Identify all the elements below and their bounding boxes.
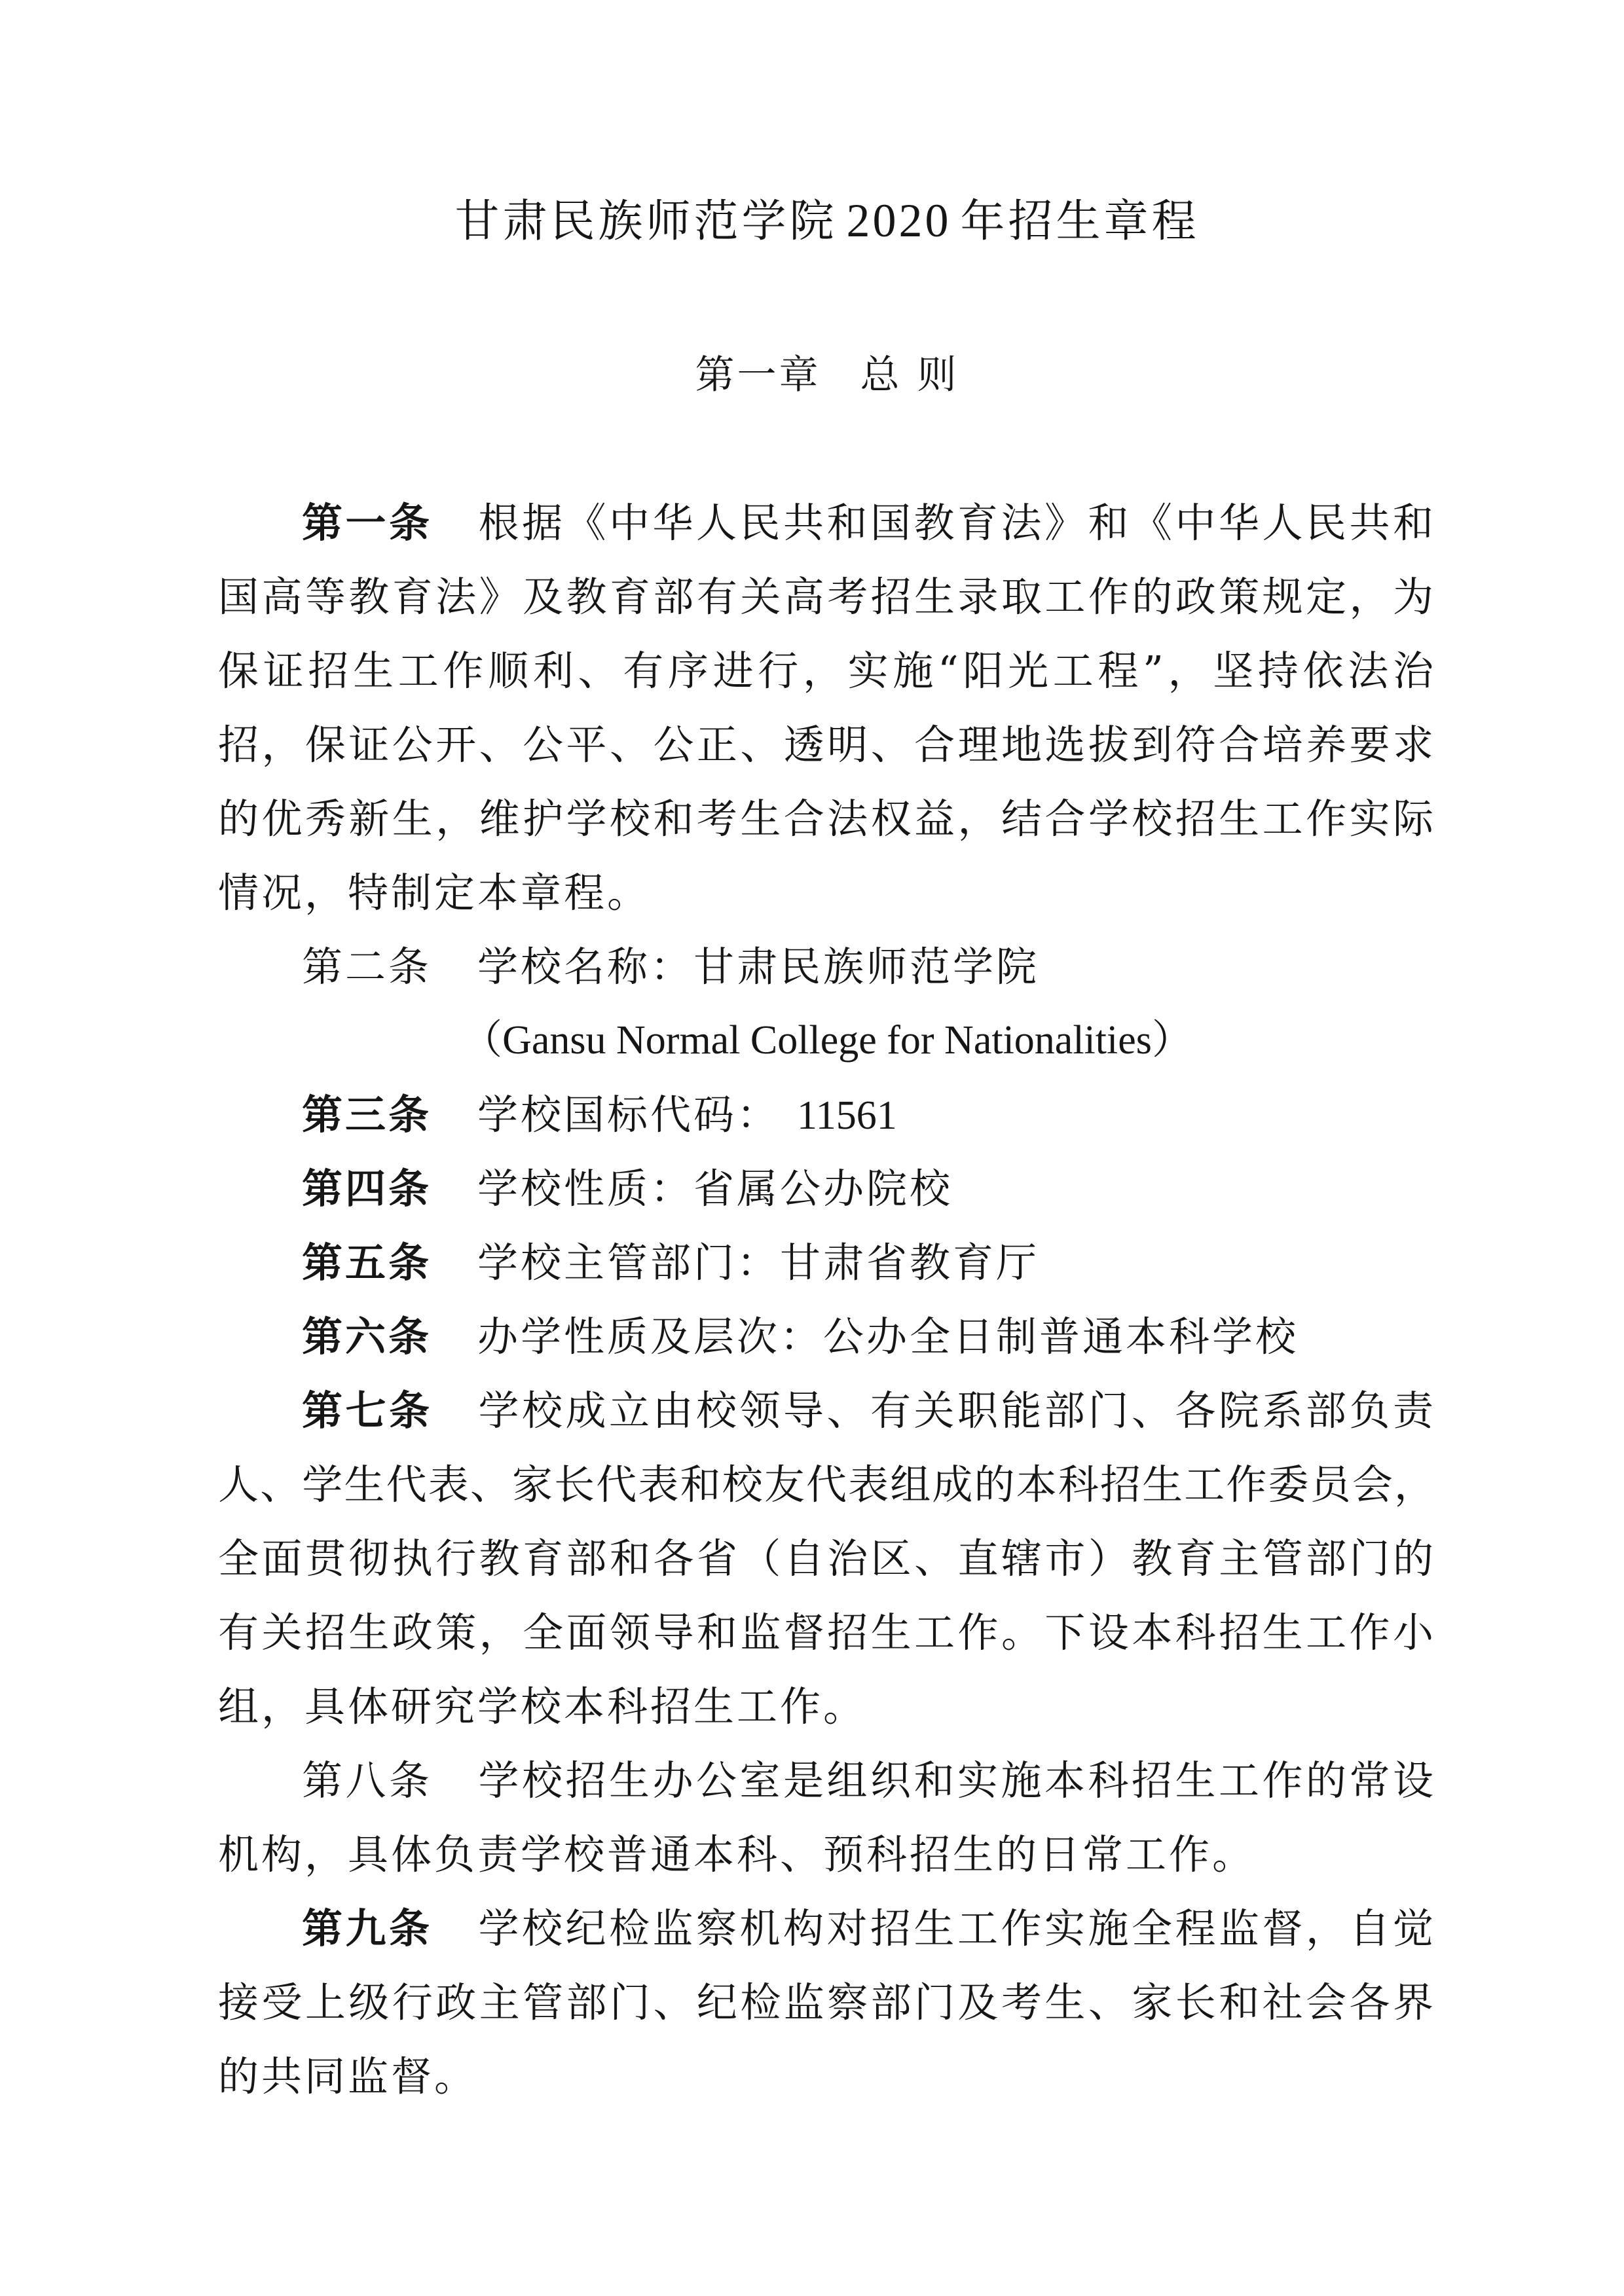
article-line: 保证招生工作顺利、有序进行，实施“阳光工程”，坚持依法治 xyxy=(218,647,1436,695)
article-text: 学校纪检监察机构对招生工作实施全程监督，自觉 xyxy=(478,1904,1436,1952)
article-line xyxy=(218,930,1436,1004)
article-line xyxy=(218,1078,1436,1152)
article-1 xyxy=(218,486,1436,930)
article-line: 接受上级行政主管部门、纪检监察部门及考生、家长和社会各界 xyxy=(218,1978,1436,2026)
field-label: 办学性质及层次： xyxy=(477,1313,824,1360)
article-line: 有关招生政策，全面领导和监督招生工作。下设本科招生工作小 xyxy=(218,1609,1436,1656)
school-nature-value: 省属公办院校 xyxy=(693,1165,953,1212)
article-label: 第七条 xyxy=(302,1387,433,1434)
title-school-name: 甘肃民族师范学院 xyxy=(454,196,838,247)
article-line xyxy=(218,1152,1436,1226)
article-line: 机构，具体负责学校普通本科、预科招生的日常工作。 xyxy=(218,1831,1256,1878)
article-line: 的共同监督。 xyxy=(218,2052,478,2100)
chapter-number: 第一章 xyxy=(695,352,821,398)
article-line xyxy=(218,1300,1436,1374)
school-english-name: （Gansu Normal College for Nationalities） xyxy=(462,1018,1192,1063)
field-label: 学校名称： xyxy=(477,943,694,991)
article-label: 第九条 xyxy=(302,1904,433,1952)
article-line: 的优秀新生，维护学校和考生合法权益，结合学校招生工作实际 xyxy=(218,795,1436,843)
article-label: 第二条 xyxy=(302,943,432,991)
school-code-value: 11561 xyxy=(797,1093,897,1138)
article-line: 招，保证公开、公平、公正、透明、合理地选拔到符合培养要求 xyxy=(218,721,1436,769)
title-year: 2020 xyxy=(846,194,951,247)
article-text: 根据《中华人民共和国教育法》和《中华人民共和 xyxy=(478,499,1436,547)
field-label: 学校国标代码： xyxy=(477,1091,781,1139)
title-suffix: 年招生章程 xyxy=(960,196,1200,247)
article-label: 第八条 xyxy=(302,1757,433,1804)
chapter-heading xyxy=(218,344,1436,406)
document-title xyxy=(218,190,1436,251)
article-line xyxy=(218,1891,1436,1965)
article-label: 第四条 xyxy=(302,1165,432,1212)
field-label: 学校主管部门： xyxy=(477,1239,781,1286)
article-7 xyxy=(218,1374,1436,1743)
article-line xyxy=(218,1374,1436,1448)
article-9 xyxy=(218,1891,1436,2113)
article-line: 情况，特制定本章程。 xyxy=(218,869,651,917)
article-label: 第五条 xyxy=(302,1239,432,1286)
article-8 xyxy=(218,1743,1436,1891)
article-line: 国高等教育法》及教育部有关高考招生录取工作的政策规定，为 xyxy=(218,573,1436,621)
chapter-name: 总 则 xyxy=(860,352,959,398)
article-line xyxy=(218,486,1436,560)
article-text: 学校招生办公室是组织和实施本科招生工作的常设 xyxy=(478,1757,1436,1804)
article-4 xyxy=(218,1152,1436,1226)
document-body xyxy=(218,486,1436,2113)
school-level-value: 公办全日制普通本科学校 xyxy=(823,1313,1299,1360)
article-6 xyxy=(218,1300,1436,1374)
article-line: 组，具体研究学校本科招生工作。 xyxy=(218,1683,867,1730)
article-line xyxy=(218,1226,1436,1300)
article-3 xyxy=(218,1078,1436,1152)
article-5 xyxy=(218,1226,1436,1300)
article-text: 学校成立由校领导、有关职能部门、各院系部负责 xyxy=(478,1387,1436,1434)
article-line xyxy=(218,1743,1436,1817)
article-label: 第六条 xyxy=(302,1313,432,1360)
article-label: 第三条 xyxy=(302,1091,432,1139)
article-line: 全面贯彻执行教育部和各省（自治区、直辖市）教育主管部门的 xyxy=(218,1535,1436,1582)
supervisor-value: 甘肃省教育厅 xyxy=(780,1239,1040,1286)
school-name-value: 甘肃民族师范学院 xyxy=(693,943,1040,991)
article-2 xyxy=(218,930,1436,1078)
article-line: 人、学生代表、家长代表和校友代表组成的本科招生工作委员会， xyxy=(218,1461,1436,1508)
field-label: 学校性质： xyxy=(477,1165,694,1212)
article-label: 第一条 xyxy=(302,499,433,547)
